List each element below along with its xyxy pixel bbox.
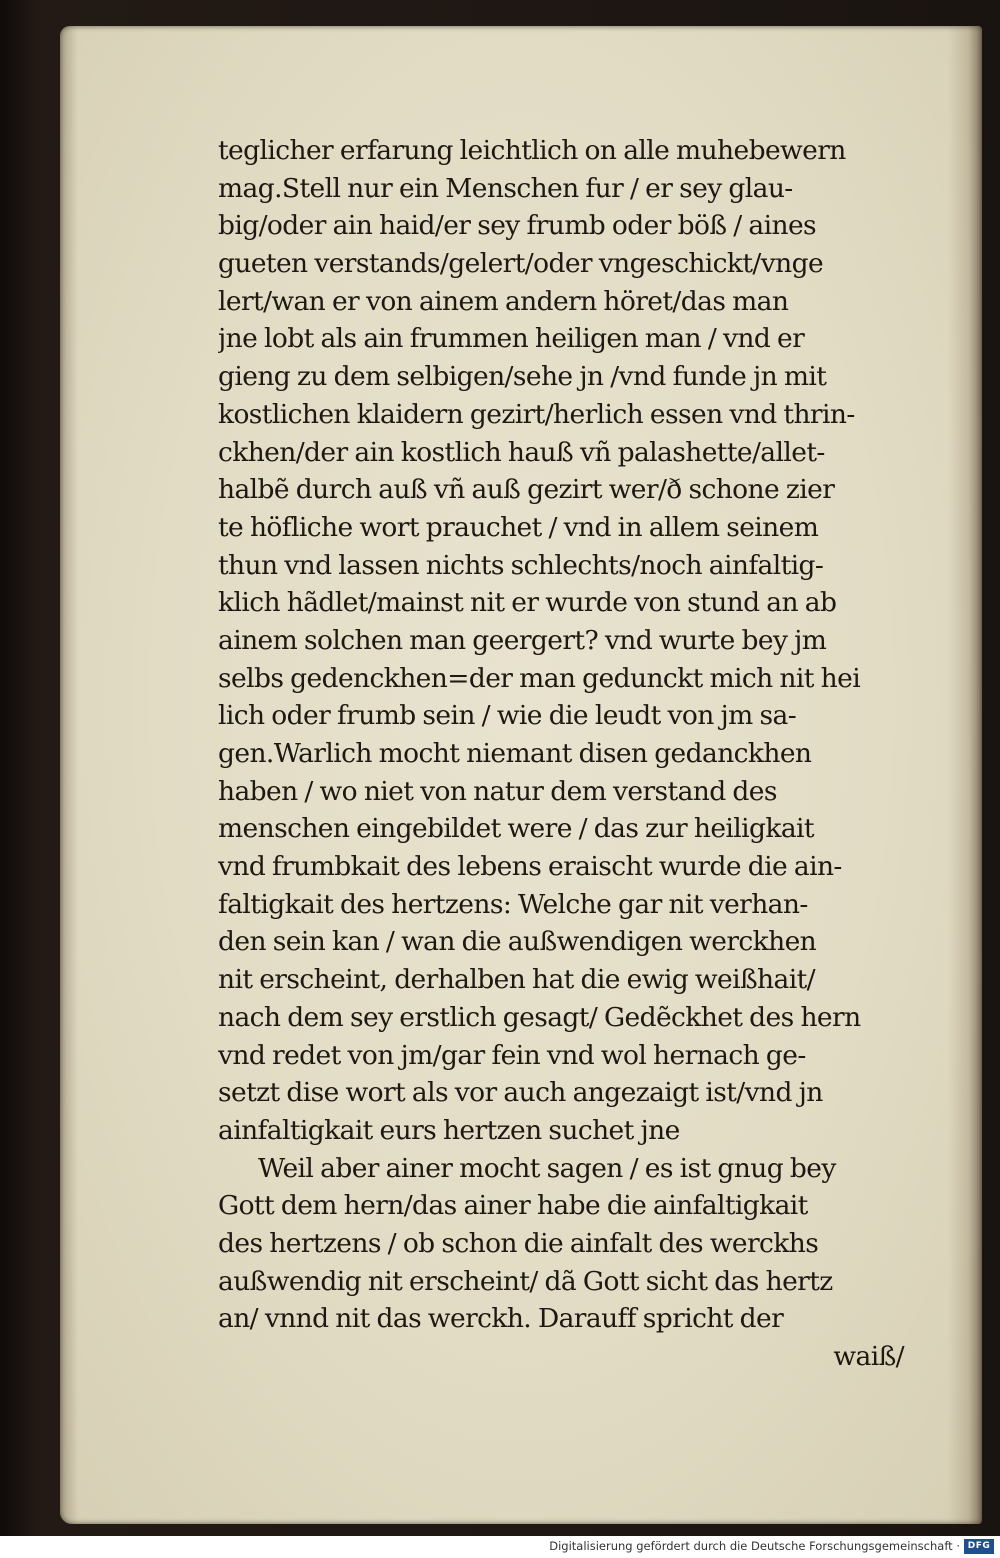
text-line: klich hãdlet/mainst nit er wurde von stund an ab (218, 587, 837, 619)
page-edge-shadow (948, 26, 982, 1524)
text-line: außwendig nit erscheint/ dã Gott sicht das hertz (218, 1265, 833, 1297)
footer-credit: Digitalisierung gefördert durch die Deutsche Forschungsgemeinschaft · (549, 1539, 960, 1553)
text-line: ckhen/der ain kostlich hauß vñ palashette/allet- (218, 436, 825, 468)
text-line: nach dem sey erstlich gesagt/ Gedẽckhet des hern (218, 1001, 861, 1033)
text-line: menschen eingebildet were / das zur heiligkait (218, 813, 814, 845)
text-line: big/oder ain haid/er sey frumb oder böß / aines (218, 210, 817, 242)
text-line: ainem solchen man geergert? vnd wurte bey jm (218, 624, 827, 656)
text-line: haben / wo niet von natur dem verstand des (218, 775, 777, 807)
text-line: nit erscheint, derhalben hat die ewig weißhait/ (218, 964, 815, 996)
text-line: faltigkait des hertzens: Welche gar nit verhan- (218, 888, 808, 920)
text-line: vnd frumbkait des lebens eraischt wurde die ain- (218, 851, 842, 883)
text-line: teglicher erfarung leichtlich on alle muhebewern (218, 135, 846, 166)
page-text (218, 132, 918, 1376)
text-line: lert/wan er von ainem andern höret/das man (218, 285, 789, 317)
text-line: den sein kan / wan die außwendigen werckhen (218, 926, 817, 958)
text-line: vnd redet von jm/gar fein vnd wol hernach ge- (218, 1039, 806, 1071)
text-line: an/ vnnd nit das werckh. Darauff spricht der (218, 1303, 784, 1335)
text-line: jne lobt als ain frummen heiligen man / vnd er (218, 323, 805, 355)
text-line: kostlichen klaidern gezirt/herlich essen vnd thrin- (218, 398, 855, 430)
page-binding-shadow (60, 26, 78, 1524)
text-line: des hertzens / ob schon die ainfalt des werckhs (218, 1227, 819, 1259)
text-line: thun vnd lassen nichts schlechts/noch ainfaltig- (218, 549, 824, 581)
text-line: Gott dem hern/das ainer habe die ainfaltigkait (218, 1190, 808, 1222)
catchword: waiß/ (833, 1341, 904, 1372)
digitization-footer (0, 1536, 1000, 1558)
text-line: te höfliche wort prauchet / vnd in allem seinem (218, 511, 819, 543)
text-line: mag.Stell nur ein Menschen fur / er sey glau- (218, 172, 793, 204)
text-line: ainfaltigkait eurs hertzen suchet jne (218, 1114, 680, 1146)
text-line: gueten verstands/gelert/oder vngeschickt/vnge (218, 248, 824, 280)
text-line: lich oder frumb sein / wie die leudt von jm sa- (218, 700, 797, 732)
text-line: selbs gedenckhen=der man gedunckt mich nit hei (218, 662, 861, 694)
text-line-paragraph-start: Weil aber ainer mocht sagen / es ist gnug bey (258, 1152, 836, 1184)
dfg-logo: DFG (964, 1539, 994, 1554)
text-line: halbẽ durch auß vñ auß gezirt wer/ð schone zier (218, 474, 835, 506)
text-line: setzt dise wort als vor auch angezaigt ist/vnd jn (218, 1077, 823, 1109)
text-line: gieng zu dem selbigen/sehe jn /vnd funde jn mit (218, 361, 827, 393)
text-line: gen.Warlich mocht niemant disen gedanckhen (218, 738, 812, 769)
